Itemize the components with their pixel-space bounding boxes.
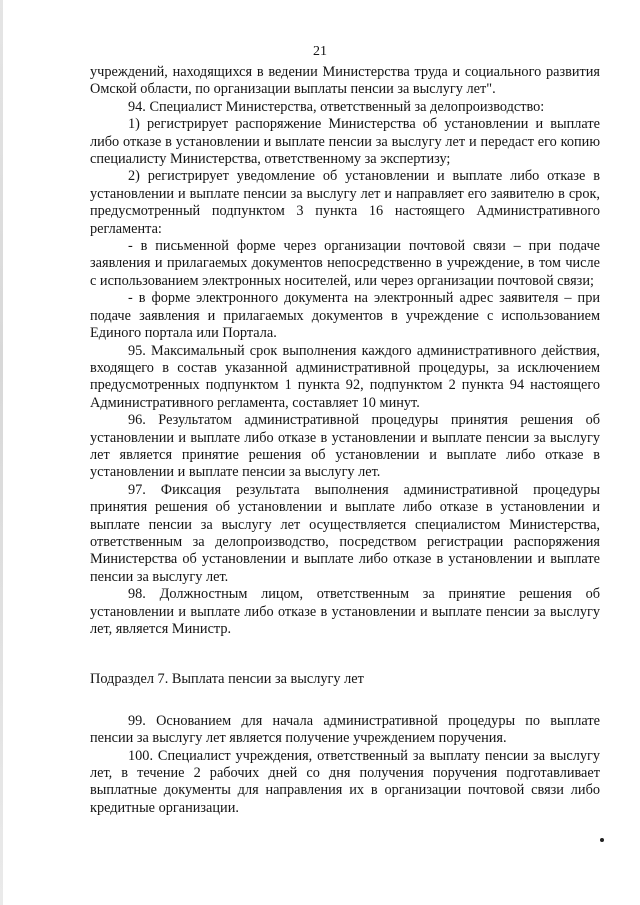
- paragraph-continuation: учреждений, находящихся в ведении Министерства труда и социального развития Омской области, по организации выплаты пенсии за выслугу лет".: [90, 64, 600, 98]
- clause-99: 99. Основанием для начала административной процедуры по выплате пенсии за выслугу лет является получение учреждением поручения.: [90, 712, 600, 747]
- document-body: [90, 64, 600, 817]
- scan-speck: [600, 838, 604, 842]
- clause-94: 94. Специалист Министерства, ответственный за делопроизводство:: [128, 98, 545, 115]
- clause-100: 100. Специалист учреждения, ответственный за выплату пенсии за выслугу лет, в течение 2 рабочих дней со дня получения поручения подготавливает выплатные документы для направления их в организации почтовой связи либо кредитные организации.: [90, 747, 600, 816]
- clause-95: 95. Максимальный срок выполнения каждого административного действия, входящего в состав указанной административной процедуры, за исключением предусмотренных подпунктом 1 пункта 92, подпунктом 2 пункта 94 настоящего Административного регламента, составляет 10 минут.: [90, 342, 600, 411]
- clause-96: 96. Результатом административной процедуры принятия решения об установлении и выплате либо отказе в установлении и выплате пенсии за выслугу лет является принятие решения об установлении и выплате либо отказе в установлении и выплате пенсии за выслугу лет.: [90, 412, 600, 481]
- clause-98: 98. Должностным лицом, ответственным за принятие решения об установлении и выплате либо отказе в установлении и выплате пенсии за выслугу лет, является Министр.: [90, 586, 600, 637]
- clause-97: 97. Фиксация результата выполнения административной процедуры принятия решения об установлении и выплате либо отказе в установлении и выплате пенсии за выслугу лет осуществляется специалистом Министерства, ответственным за делопроизводство, посредством регистрации распоряжения Министерства об установлении и выплате либо отказе в установлении и выплате пенсии за выслугу лет.: [90, 481, 600, 585]
- clause-94-item-2: 2) регистрирует уведомление об установлении и выплате либо отказе в установлении и выплате пенсии за выслугу лет и направляет его заявителю в срок, предусмотренный подпунктом 3 пункта 16 настоящего Административного регламента:: [90, 168, 600, 237]
- subsection-heading: Подраздел 7. Выплата пенсии за выслугу лет: [90, 671, 364, 688]
- scan-edge-shadow: [0, 0, 3, 905]
- clause-94-item-1: 1) регистрирует распоряжение Министерства об установлении и выплате либо отказе в установлении и выплате пенсии за выслугу лет и передаст его копию специалисту Министерства, ответственному за экспертизу;: [90, 116, 600, 168]
- page-number: 21: [313, 44, 327, 59]
- clause-94-bullet-electronic: - в форме электронного документа на электронный адрес заявителя – при подаче заявления и прилагаемых документов в учреждение с использованием Единого портала или Портала.: [90, 290, 600, 342]
- clause-94-bullet-post: - в письменной форме через организации почтовой связи – при подаче заявления и прилагаемых документов непосредственно в учреждение, в том числе с использованием электронных носителей, или через организации почтовой связи;: [90, 238, 600, 289]
